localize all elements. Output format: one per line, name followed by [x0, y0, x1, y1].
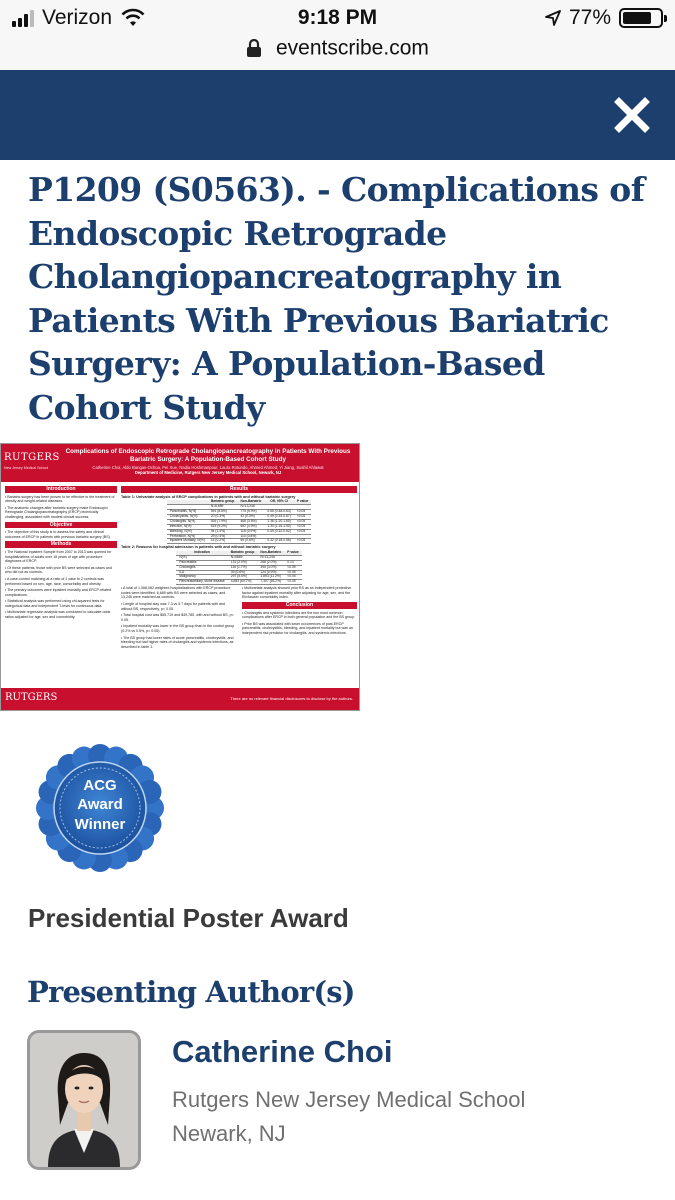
poster-objective-item: • The objective of this study is to assess the safety and clinical outcomes of ERCP in patients with previous bariatric surgery (BS).	[5, 530, 111, 539]
poster-table1-cell: 0.55 (0.48-0.63)	[264, 510, 293, 515]
poster-table1-cell: Perforation, N(%)	[167, 534, 208, 539]
poster-results-right-column	[242, 586, 357, 651]
poster-table1-cell: 94 (1.4%)	[208, 529, 238, 534]
poster-table1-cell: 110 (0.8%)	[237, 534, 264, 539]
poster-results-left-item: • Length of hospital stay was 7.3 vs 5.7 days for patients with and without BS, respectively, p< 0.05.	[121, 602, 225, 611]
poster-image[interactable]	[0, 443, 360, 711]
lock-icon	[246, 39, 262, 57]
poster-results-area	[121, 484, 357, 651]
poster-table1-header-cell: P value	[294, 500, 312, 504]
poster-methods-heading: Methods	[5, 541, 117, 548]
badge-line3: Winner	[74, 816, 126, 833]
poster-methods-item: • A case-control matching at a ratio of 1 case to 2 controls was performed based on sex, age, race, comorbidity and obesity.	[5, 576, 104, 586]
poster-table2-cell: 39 (0.6%)	[228, 570, 258, 575]
poster-table2-cell: 268 (2.0%)	[257, 560, 284, 565]
poster-left-column	[5, 484, 117, 622]
poster-table2-header-cell: Indication	[176, 551, 228, 555]
poster-table1-caption: Table 1: Univariate analysis of ERCP complications in patients with and without bariatric surgery	[121, 494, 296, 499]
poster-intro-list	[5, 495, 117, 520]
poster-table1-cell: 0.49 (0.34-0.67)	[264, 514, 293, 519]
poster-table2-header-cell: P value	[284, 551, 302, 555]
poster-table1-cell: Infection, N(%)	[167, 524, 208, 529]
poster-table1-cell: 0.49 (0.32-0.62)	[264, 529, 293, 534]
poster-table2-cell: N=13,246	[257, 555, 284, 560]
poster-table2-cell: Pancreatitis	[176, 560, 228, 565]
poster-table1-cell: <0.05	[294, 539, 312, 544]
poster-table2-cell: 4,883 (60.7%)	[228, 580, 258, 585]
badge-line1: ACG	[83, 777, 117, 794]
poster-table1-cell: N=6,689	[208, 505, 238, 510]
award-ribbon-graphic	[30, 738, 170, 878]
poster-table1-cell: 1.38 (1.20-1.60)	[264, 519, 293, 524]
poster-table2-cell: <0.05	[284, 565, 302, 570]
poster-conclusion-item: • Prior BS was associated with lower occurrences of post-ERCP pancreatitis, cholecystitis, bleeding, and inpatient mortality but was an independent risk predictor for cholangitis, and systemic infections.	[242, 621, 353, 636]
poster-table1-cell: <0.05	[294, 529, 312, 534]
poster-table1-cell: 1.33 (1.16-1.50)	[264, 524, 293, 529]
poster-intro-item: • The anatomic changes after bariatric surgery make Endoscopic Retrograde Cholangiopancreatography (ERCP) technically challenging, associated with modest clinical success.	[5, 505, 108, 519]
poster-footer-note: There are no relevant financial disclosures to disclose by the authors.	[230, 696, 353, 701]
poster-table1-cell: 652 (4.9%)	[237, 524, 264, 529]
poster-table2-cell: ILD	[176, 570, 228, 575]
poster-table2-header-cell: Non-Bariatric	[257, 551, 284, 555]
author-photo	[30, 1033, 138, 1167]
poster-results-right-item: • Multivariate analysis showed prior BS as an independent protective factor against inpatient mortality after adjusting for age, sex, and the Elixhauser comorbidity index.	[242, 586, 352, 600]
url-text: eventscribe.com	[275, 36, 429, 60]
poster-table1-cell: Inpatient Mortality, N(%)	[167, 539, 208, 544]
page-title: P1209 (S0563). - Complications of Endoscopic Retrograde Cholangiopancreatography in Patients With Previous Bariatric Surgery: A Population-Based Cohort Study	[28, 170, 645, 427]
poster-author-list: Catherine Choi, Aldo Bangas-Ochoa, Pei Xue, Nadia Hoshmanpour, Laura Rotundo, Ahmed Ahmed, Yi Jiang, Sushil Ahlawat	[92, 465, 324, 470]
poster-table2-cell: <0.05	[284, 580, 302, 585]
status-right	[545, 6, 663, 30]
poster-table1-cell: <0.05	[294, 524, 312, 529]
poster-table1-cell: Bleeding, N(%)	[167, 529, 208, 534]
poster-table2-cell: Malignancy	[176, 575, 228, 580]
poster-table1-cell: 591 (8.8%)	[208, 510, 238, 515]
poster-table1-cell: 14 (0.2%)	[208, 539, 238, 544]
author-location: Newark, NJ	[172, 1121, 286, 1146]
poster-conclusion-list	[242, 611, 357, 636]
poster-table2-cell: Pancreatobiliary, stone disease	[176, 580, 228, 585]
poster-table1-row	[167, 539, 312, 544]
address-bar[interactable]	[0, 36, 675, 70]
status-bar	[0, 0, 675, 36]
close-icon[interactable]	[609, 92, 655, 138]
poster-conclusion-item: • Cholangitis and systemic infections are the two most common complications after ERCP in both general population and the BS group.	[242, 610, 356, 620]
award-title: Presidential Poster Award	[28, 903, 349, 933]
poster-header	[1, 444, 359, 482]
poster-table1-header-cell: Non-Bariatric	[237, 500, 264, 504]
poster-intro-item: • Bariatric surgery has been proven to be effective in the treatment of obesity and weight-related diseases.	[5, 494, 115, 504]
poster-table2-cell: N(%)	[176, 555, 228, 560]
poster-methods-item: • The primary outcomes were inpatient mortality and ERCP-related complications.	[5, 588, 112, 597]
poster-footer-logo: RUTGERS	[5, 692, 58, 703]
poster-objective-list	[5, 530, 117, 539]
poster-table1-cell: 69 (0.5%)	[237, 539, 264, 544]
poster-intro-heading: Introduction	[5, 486, 117, 493]
poster-table1-cell: <0.05	[294, 514, 312, 519]
poster-table2	[176, 551, 302, 585]
author-institution: Rutgers New Jersey Medical School	[172, 1087, 526, 1112]
poster-table1-header-cell: Bariatric group	[208, 500, 238, 504]
poster-table2-cell: 124 (0.9%)	[257, 570, 284, 575]
poster-objective-heading: Objective	[5, 522, 117, 529]
poster-table1	[167, 500, 312, 544]
poster-table2-cell: <0.05	[284, 570, 302, 575]
poster-methods-item: • Statistical analysis was performed using chi-squared tests for categorical data and independent T-tests for continuous data.	[5, 599, 105, 608]
poster-table1-cell: 29 (0.4%)	[208, 534, 238, 539]
poster-results-columns	[121, 586, 357, 651]
poster-table2-cell: 395 (3.0%)	[257, 565, 284, 570]
poster-table1-cell: 775 (5.9%)	[237, 510, 264, 515]
battery-level-fill	[623, 12, 651, 24]
poster-title: Complications of Endoscopic Retrograde Cholangiopancreatography in Patients With Previous Bariatric Surgery: A Population-Based Cohort Study	[65, 448, 351, 463]
poster-table2-cell: 116 (1.7%)	[228, 565, 258, 570]
poster-table1-cell: <0.05	[294, 519, 312, 524]
poster-methods-item: • Of these patients, those with prior BS were selected as cases and who did not as controls.	[5, 565, 112, 575]
poster-department: Department of Medicine, Rutgers New Jersey Medical School, Newark, NJ	[134, 470, 282, 476]
avatar[interactable]	[27, 1030, 141, 1170]
poster-results-left-item: • Inpatient mortality was lower in the BS group than in the control group (0.2% vs 0.5%, p< 0.05).	[121, 624, 235, 634]
poster-table2-cell: 297 (5.5%)	[228, 575, 258, 580]
poster-table1-cell: 615 (9.2%)	[208, 524, 238, 529]
poster-footer	[1, 688, 359, 710]
poster-table1-cell: 116 (0.9%)	[237, 529, 264, 534]
poster-table2-header-cell: Bariatric group	[228, 551, 258, 555]
poster-table2-cell: 131 (2.0%)	[228, 560, 258, 565]
poster-logo: RUTGERS	[4, 452, 60, 463]
battery-icon	[619, 8, 663, 28]
poster-table2-cell: 1,893 (11.2%)	[257, 575, 284, 580]
poster-table1-cell: Cholangitis, N(%)	[167, 519, 208, 524]
poster-table1-cell: 42 (0.3%)	[237, 514, 264, 519]
battery-percent: 77%	[568, 6, 611, 29]
poster-results-right	[242, 586, 357, 600]
poster-table1-cell: N=13,246	[237, 505, 264, 510]
poster-results-left-item: • A total of 1,068,082 weighted hospitalizations with ERCP procedure codes were identified. 6,689 with BS were selected as cases, and 13,246 were matched as controls.	[121, 586, 231, 600]
poster-methods-item: • Multivariate regression analysis was conducted to calculate odds ratios adjusted for age, sex and comorbidity.	[5, 610, 111, 620]
carrier-label: Verizon	[42, 6, 113, 29]
poster-results-left-item: • Total hospital cost was $55,719 and $49,785, with and without BS, p< 0.05.	[121, 613, 234, 622]
poster-logo-sub: New Jersey Medical School	[4, 466, 49, 470]
poster-authors	[63, 465, 353, 475]
poster-methods-item: • The National Inpatient Sample from 2007 to 2013 was queried for hospitalizations of adults over 18 years of age with procedure diagnoses of ERCP.	[5, 549, 112, 564]
author-name[interactable]: Catherine Choi	[172, 1034, 393, 1069]
poster-results-left	[121, 586, 236, 651]
site-header	[0, 70, 675, 160]
poster-table2-cell: Cholangitis	[176, 565, 228, 570]
poster-table1-cell: Pancreatitis, N(%)	[167, 510, 208, 515]
poster-table1-cell: 466 (3.5%)	[237, 519, 264, 524]
poster-table2-cell: 0.14	[284, 560, 302, 565]
poster-table2-cell: <0.05	[284, 575, 302, 580]
poster-table2-cell: N=6689	[228, 555, 258, 560]
poster-table1-header-cell: OR, 95% CI	[264, 500, 293, 504]
poster-results-left-item: • The BS group had lower rates of acute pancreatitis, cholecystitis, and bleeding but had higher rates of cholangitis and systemic infections, as described in table 1.	[121, 635, 234, 649]
poster-table2-caption: Table 2: Reasons for hospital admission in patients with and without bariatric surgery	[121, 545, 276, 550]
poster-table1-cell: 20 (0.3%)	[208, 514, 238, 519]
poster-table1-cell: <0.05	[294, 510, 312, 515]
poster-table2-row	[176, 580, 302, 585]
poster-conclusion-heading: Conclusion	[242, 602, 357, 609]
poster-table2-cell: 7,307 (55.2%)	[257, 580, 284, 585]
poster-table1-cell: Cholecystitis, N(%)	[167, 514, 208, 519]
award-ribbon-icon	[30, 738, 170, 878]
poster-table1-cell: 526 (7.9%)	[208, 519, 238, 524]
poster-table1-cell: 0.32 (0.18-0.58)	[264, 539, 293, 544]
poster-methods-list	[5, 550, 117, 620]
location-arrow-icon	[545, 10, 561, 26]
status-time: 9:18 PM	[297, 6, 378, 29]
badge-line2: Award	[77, 796, 123, 813]
presenting-author-heading: Presenting Author(s)	[27, 975, 355, 1009]
poster-results-heading: Results	[121, 486, 357, 493]
